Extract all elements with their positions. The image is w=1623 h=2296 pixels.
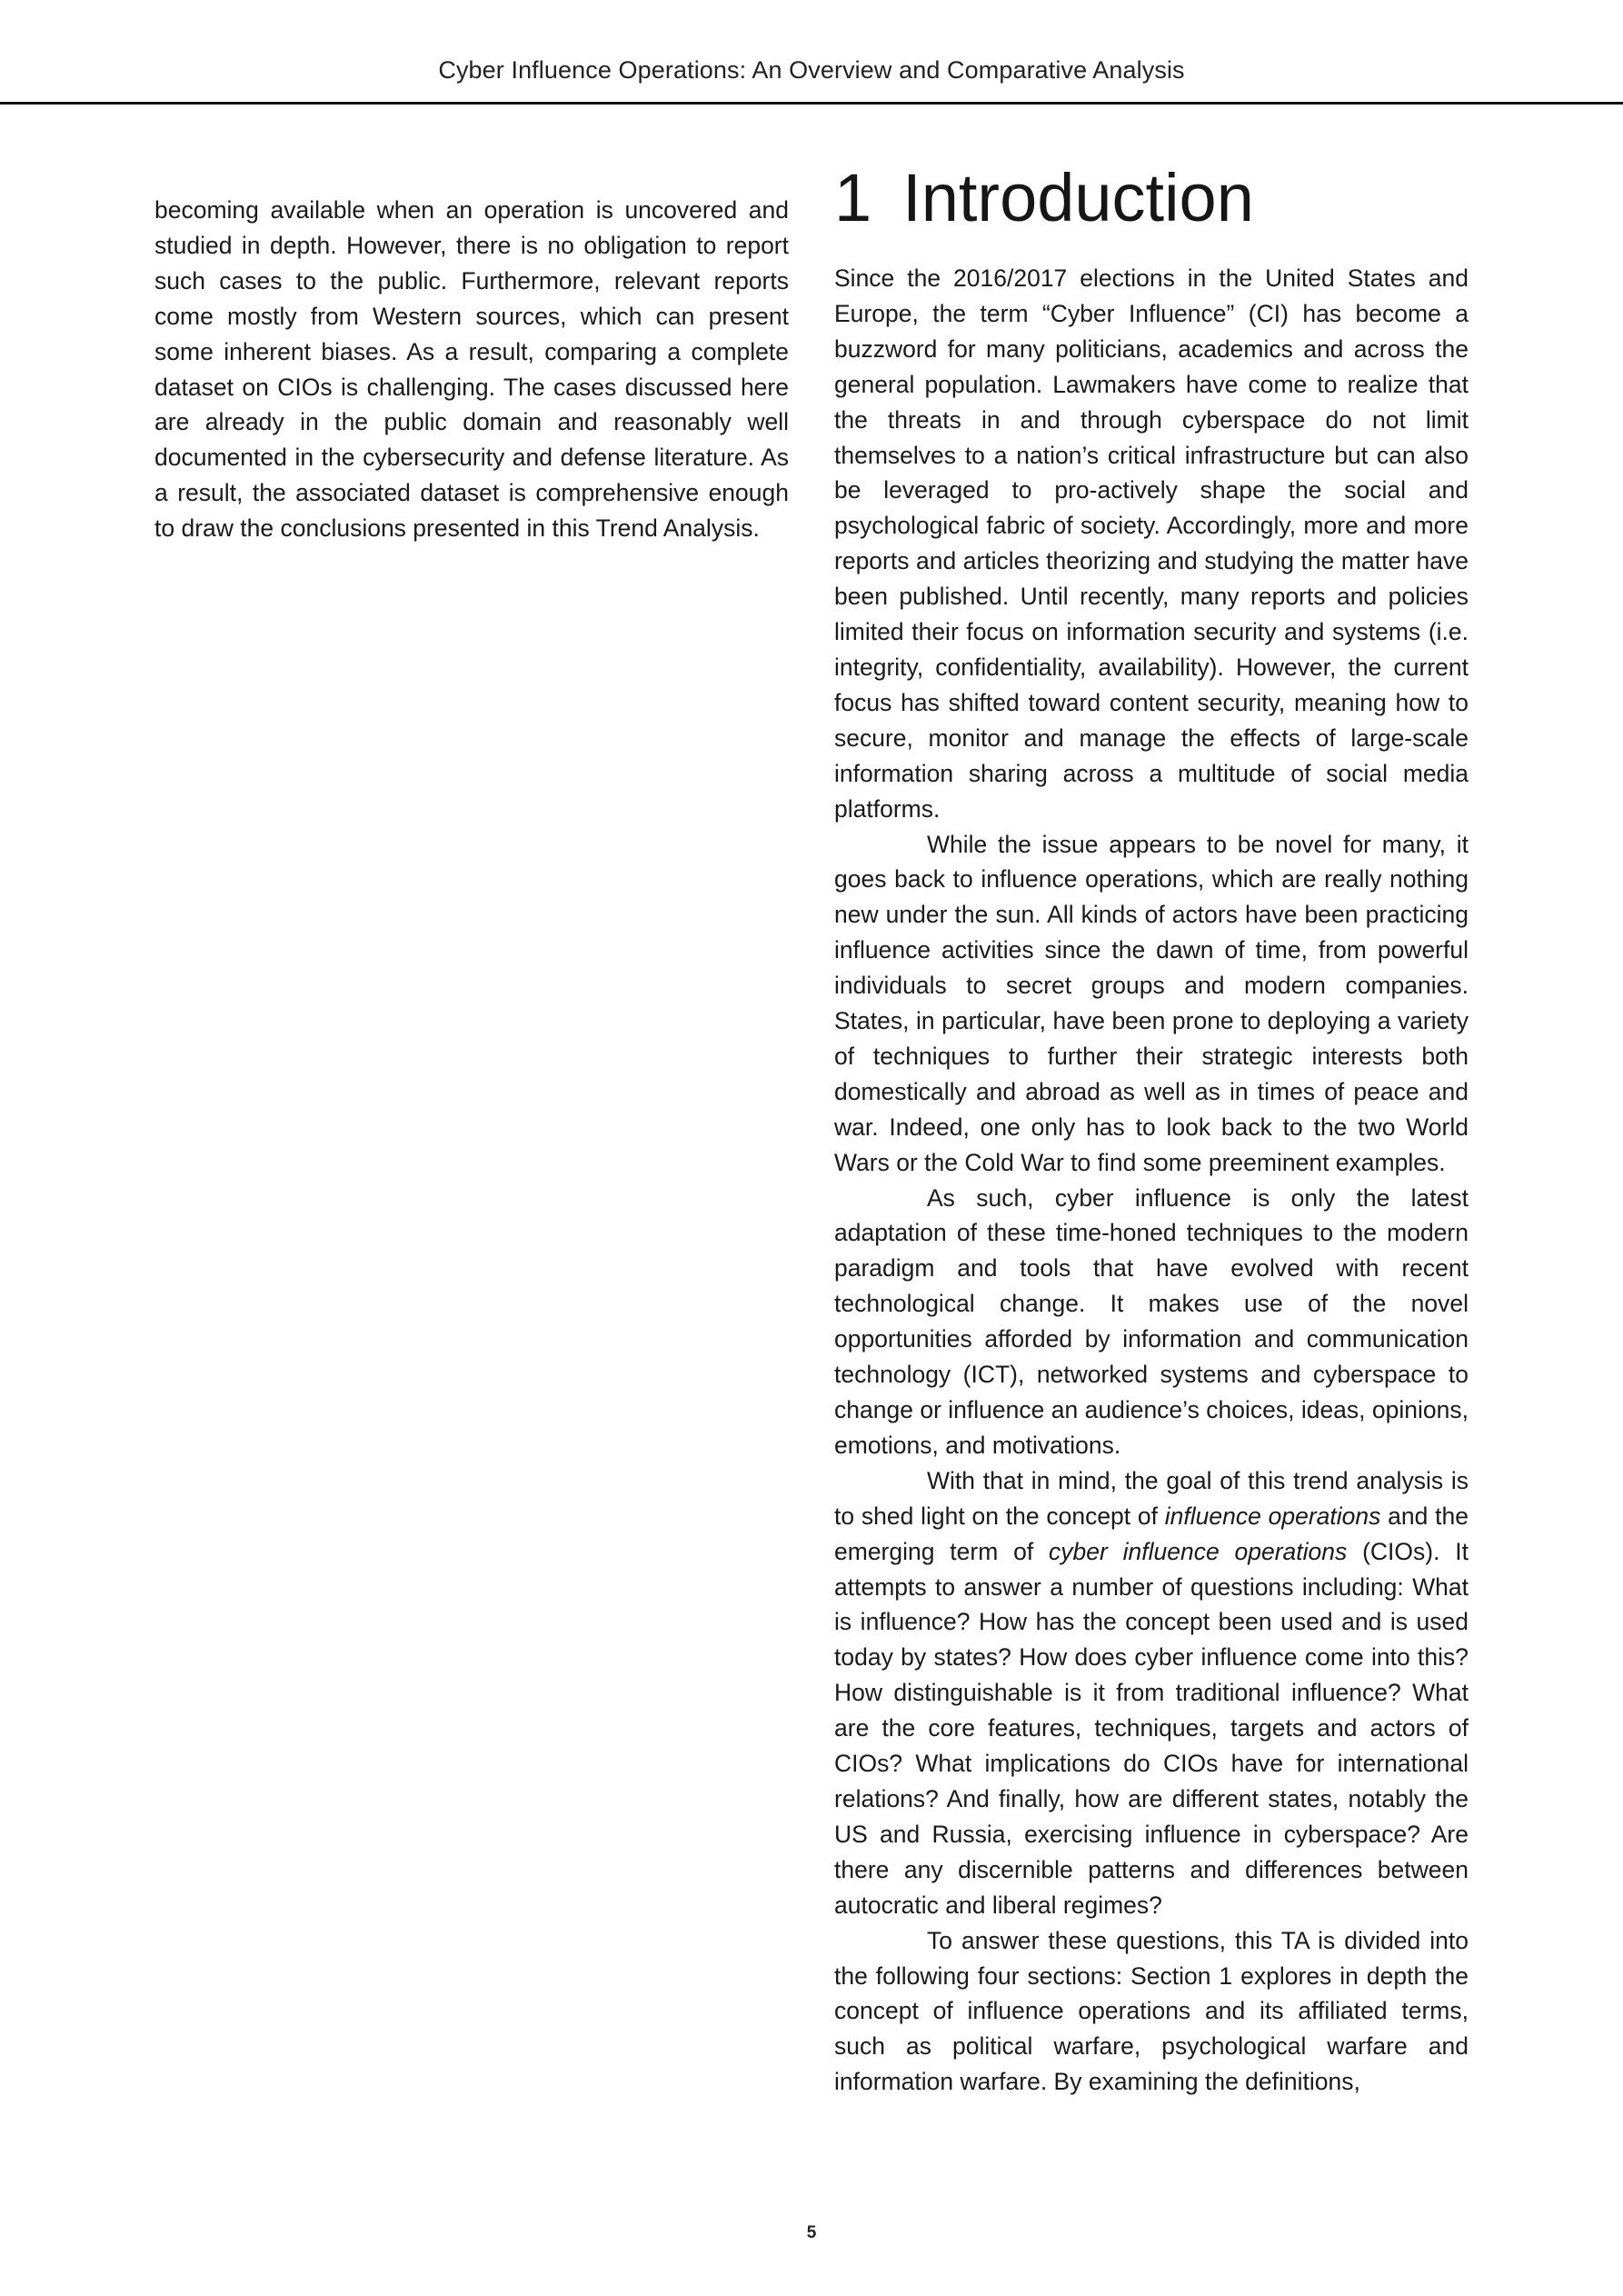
running-header: Cyber Influence Operations: An Overview and Comparative Analysis — [438, 56, 1185, 84]
italic-term: cyber influence operations — [1049, 1537, 1348, 1565]
paragraph: While the issue appears to be novel for many, it goes back to influence operations, which are really nothing new under the sun. All kinds of actors have been practicing influence activities since the dawn of time, from powerful individuals to secret groups and modern companies. States, in particular, have been prone to deploying a variety of techniques to further their strategic interests both domestically and abroad as well as in times of peace and war. Indeed, one only has to look back to the two World Wars or the Cold War to find some preeminent examples. — [834, 830, 1469, 1176]
text-run: With that in mind, the goal of this trend analysis is to shed light on the concept of — [834, 1466, 1469, 1530]
section-number: 1 — [834, 160, 872, 235]
section-heading — [834, 157, 1469, 239]
header-rule — [0, 102, 1623, 105]
left-column — [154, 193, 789, 546]
section-title: Introduction — [902, 160, 1254, 235]
italic-term: influence operations — [1164, 1502, 1381, 1530]
right-column — [834, 157, 1469, 2100]
page-number: 5 — [806, 2223, 817, 2242]
paragraph: Since the 2016/2017 elections in the United States and Europe, the term “Cyber Influence” (CI) has become a buzzword for many politicians, academics and across the general population. Lawmakers have come to realize that the threats in and through cyberspace do not limit themselves to a nation’s critical infrastructure but can also be leveraged to pro-actively shape the social and psychological fabric of society. Accordingly, more and more reports and articles theorizing and studying the matter have been published. Until recently, many reports and policies limited their focus on information security and systems (i.e. integrity, confidentiality, availability). However, the current focus has shifted toward content security, meaning how to secure, monitor and manage the effects of large-scale information sharing across a multitude of social media platforms. — [834, 265, 1469, 823]
paragraph: becoming available when an operation is uncovered and studied in depth. However, there is no obligation to report such cases to the public. Furthermore, relevant reports come mostly from Western sources, which can present some inherent biases. As a result, comparing a complete dataset on CIOs is challenging. The cases discussed here are already in the public domain and reasonably well documented in the cybersecurity and defense literature. As a result, the associated dataset is comprehensive enough to draw the conclusions presented in this Trend Analysis. — [154, 196, 789, 543]
paragraph — [834, 1463, 1469, 1923]
paragraph: To answer these questions, this TA is divided into the following four sections: Section 1 explores in depth the concept of influence operations and its affiliated terms, such as political warfare, psychological warfare and information warfare. By examining the definitions, — [834, 1926, 1469, 2096]
text-run: (CIOs). It attempts to answer a number of questions including: What is influence? How has the concept been used and is used today by states? How does cyber influence come into this? How distinguishable is it from traditional influence? What are the core features, techniques, targets and actors of CIOs? What implications do CIOs have for international relations? And finally, how are different states, notably the US and Russia, exercising influence in cyberspace? Are there any discernible patterns and differences between autocratic and liberal regimes? — [834, 1537, 1469, 1919]
text-run: and the emerging term of — [834, 1502, 1469, 1565]
paragraph: As such, cyber influence is only the latest adaptation of these time-honed techniques to the modern paradigm and tools that have evolved with recent technological change. It makes use of the novel opportunities afforded by information and communication technology (ICT), networked systems and cyberspace to change or influence an audience’s choices, ideas, opinions, emotions, and motivations. — [834, 1183, 1469, 1459]
